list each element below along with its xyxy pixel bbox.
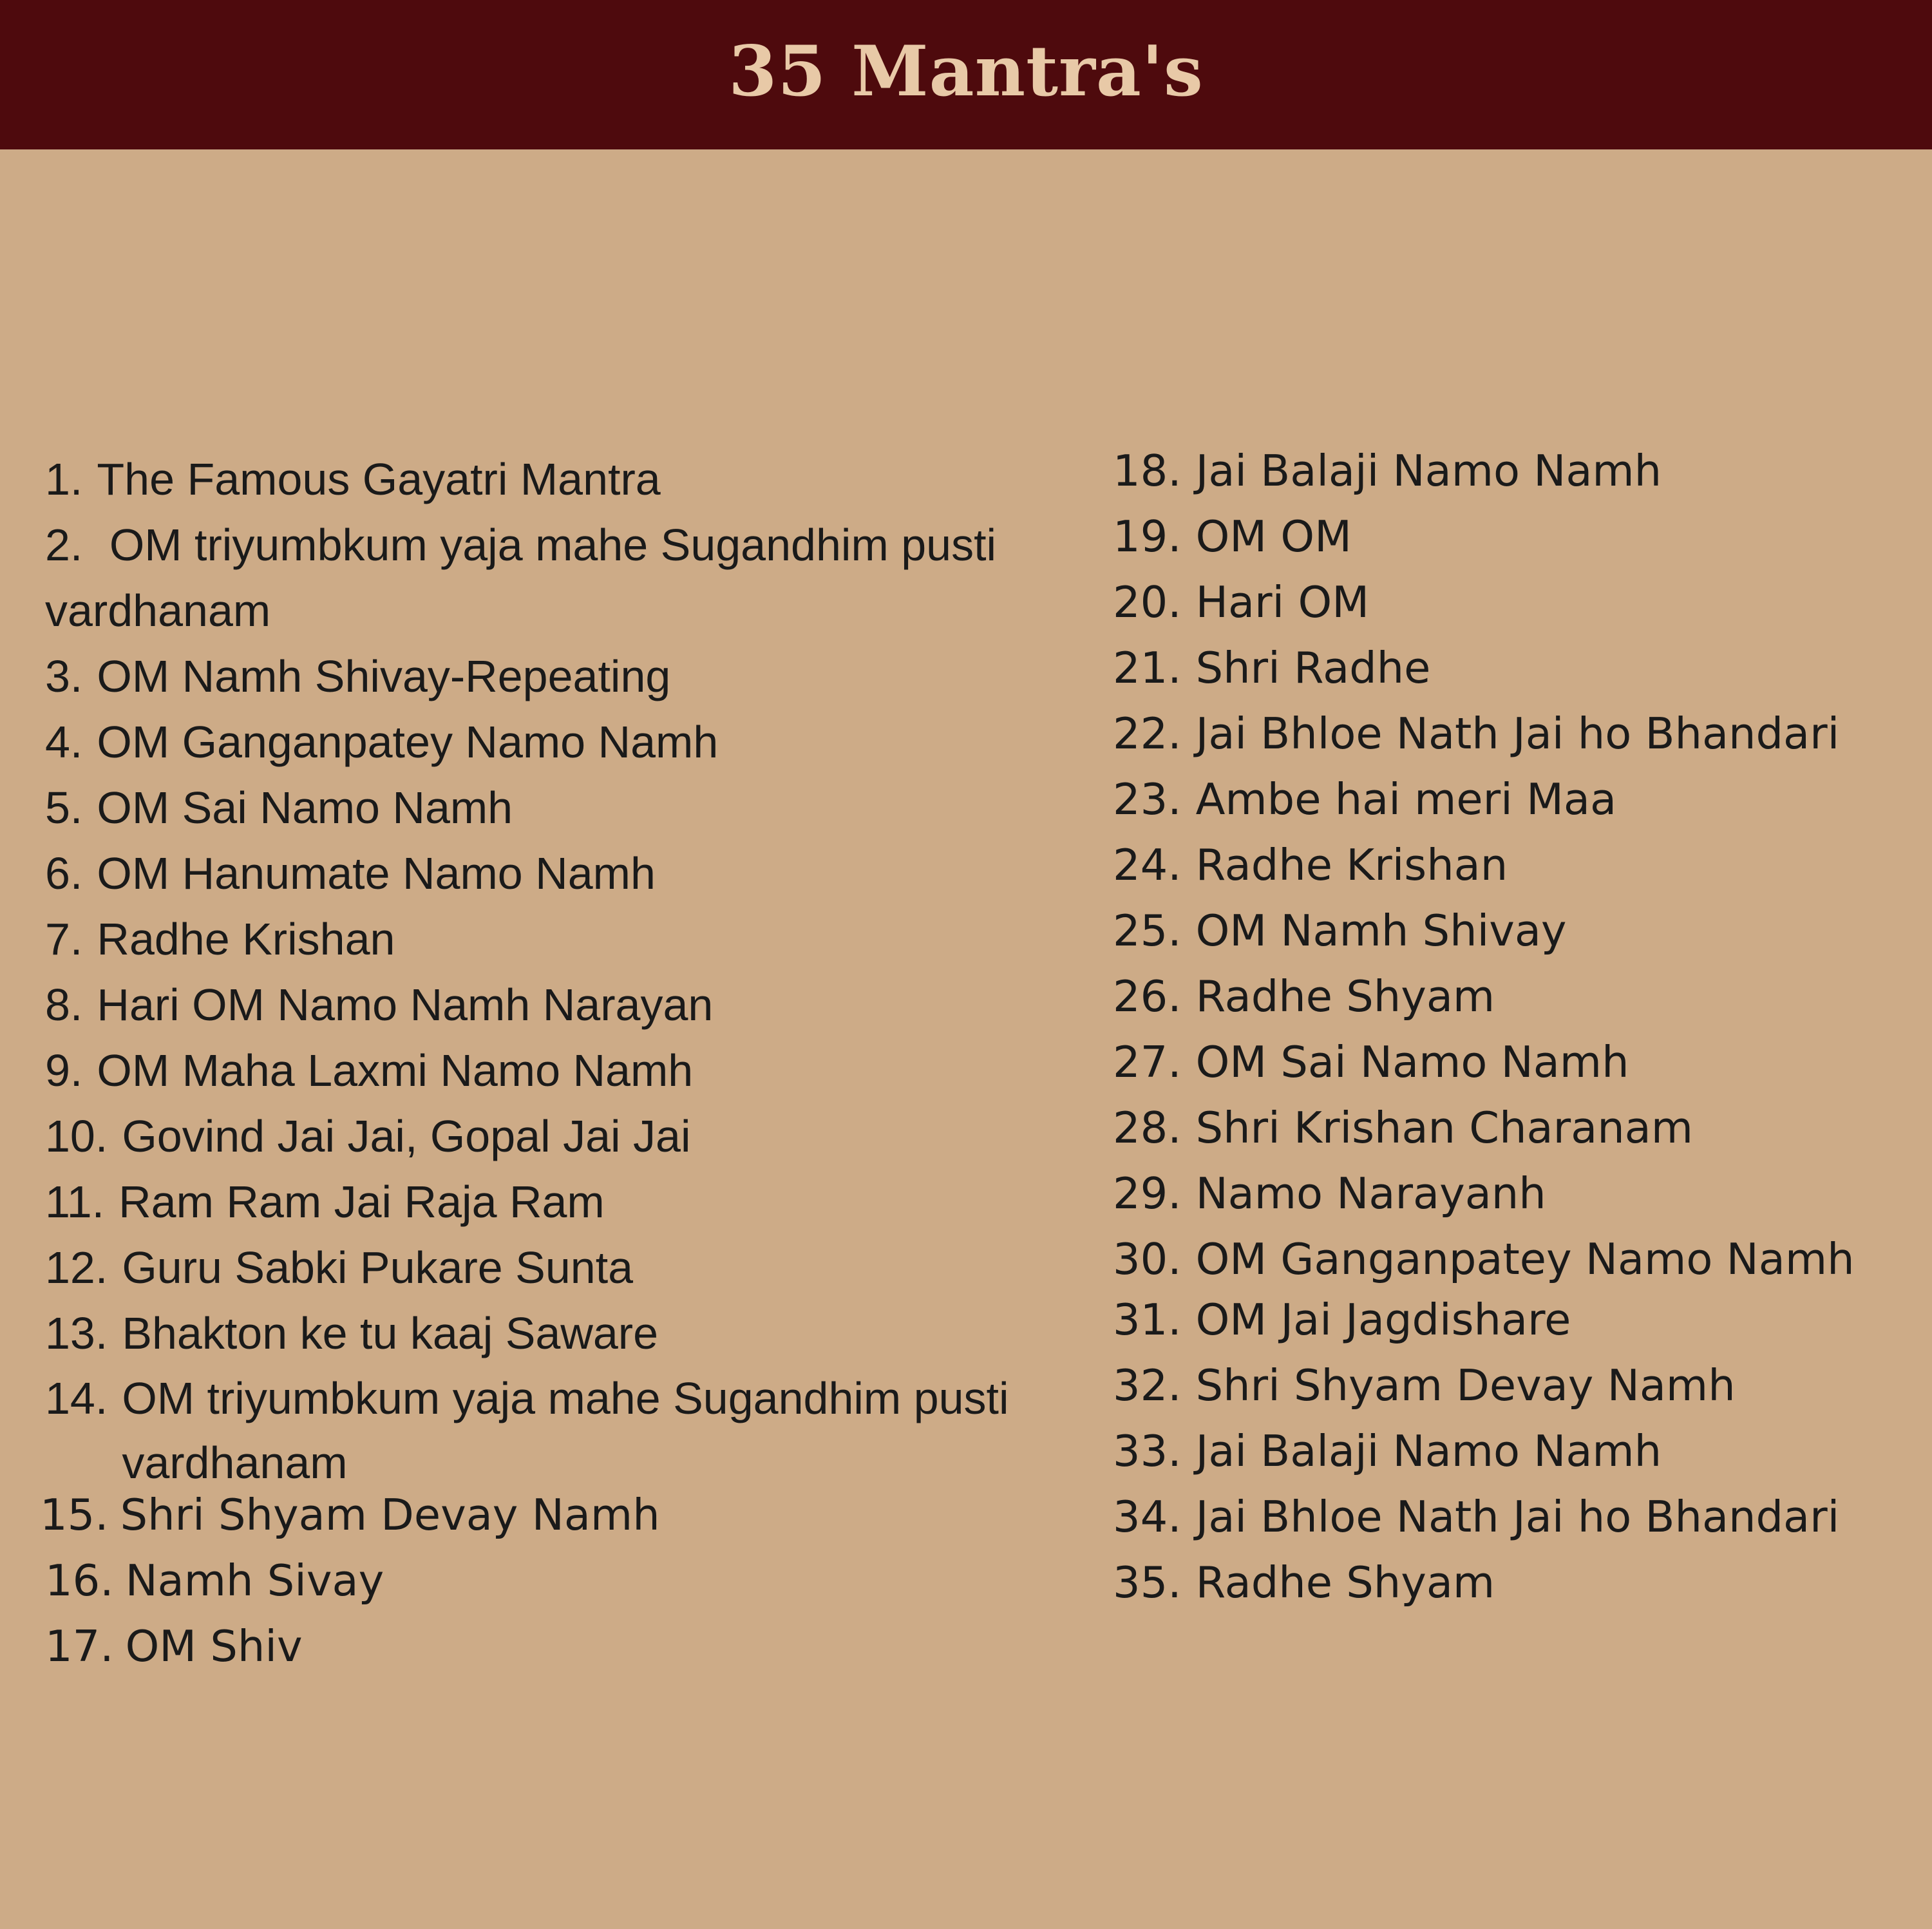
item-text: Guru Sabki Pukare Sunta (122, 1242, 634, 1293)
item-number: 29. (1113, 1168, 1182, 1219)
item-number: 8. (45, 980, 83, 1030)
item-text: Jai Bhloe Nath Jai ho Bhandari (1195, 1492, 1840, 1542)
list-item (1113, 898, 1918, 964)
item-text: Hari OM Namo Namh Narayan (97, 980, 714, 1030)
item-number: 4. (45, 717, 83, 767)
list-item (1113, 635, 1918, 701)
list-item (45, 1103, 1088, 1169)
item-text: Govind Jai Jai, Gopal Jai Jai (122, 1111, 691, 1161)
item-text: Namo Narayanh (1195, 1168, 1546, 1219)
item-number: 16. (45, 1555, 114, 1606)
list-item (45, 906, 1088, 972)
item-number: 25. (1113, 906, 1182, 956)
item-text: Bhakton ke tu kaaj Saware (122, 1308, 659, 1358)
item-text: OM OM (1195, 511, 1352, 562)
item-number: 1. (45, 454, 83, 504)
item-text: OM Jai Jagdishare (1195, 1295, 1571, 1345)
item-number: 35. (1113, 1557, 1182, 1608)
item-number: 20. (1113, 577, 1182, 627)
list-item (1113, 504, 1918, 569)
list-item (1113, 438, 1918, 504)
list-item (45, 972, 1088, 1038)
item-number: 33. (1113, 1426, 1182, 1476)
list-item (1113, 1029, 1918, 1095)
item-text: Shri Krishan Charanam (1195, 1103, 1693, 1153)
item-number: 24. (1113, 840, 1182, 890)
item-text: OM triyumbkum yaja mahe Sugandhim pusti vardhanam (122, 1373, 1009, 1488)
item-number: 32. (1113, 1360, 1182, 1411)
item-text: Shri Shyam Devay Namh (1195, 1360, 1736, 1411)
list-item (45, 446, 1088, 512)
item-number: 15. (40, 1490, 109, 1540)
item-text: OM triyumbkum yaja mahe Sugandhim pusti vardhanam (45, 520, 997, 636)
item-number: 17. (45, 1621, 114, 1671)
list-item (1113, 1550, 1918, 1615)
item-number: 31. (1113, 1295, 1182, 1345)
item-text: Jai Balaji Namo Namh (1195, 446, 1662, 496)
item-text: OM Ganganpatey Namo Namh (97, 717, 719, 767)
list-item (45, 1548, 1088, 1613)
list-item (1113, 1484, 1918, 1550)
item-number: 21. (1113, 643, 1182, 693)
list-item (45, 1169, 1088, 1235)
list-item (1113, 569, 1918, 635)
item-number: 2. (45, 520, 83, 570)
list-item (1113, 832, 1918, 898)
list-item (45, 643, 1088, 709)
item-number: 13. (45, 1308, 108, 1358)
item-number: 12. (45, 1242, 108, 1293)
list-item (1113, 701, 1918, 766)
list-item (45, 1300, 1088, 1366)
list-item (1113, 1161, 1918, 1226)
list-item (1113, 1418, 1918, 1484)
item-number: 7. (45, 914, 83, 964)
item-number: 22. (1113, 708, 1182, 759)
item-text: OM Sai Namo Namh (97, 783, 513, 833)
item-number: 27. (1113, 1037, 1182, 1087)
item-text: Radhe Krishan (97, 914, 395, 964)
item-number: 5. (45, 783, 83, 833)
item-number: 19. (1113, 511, 1182, 562)
mantra-list-right (1113, 438, 1918, 1615)
header-banner (0, 0, 1932, 149)
item-number: 30. (1113, 1234, 1182, 1284)
item-text: OM Shiv (125, 1621, 303, 1671)
item-number: 14. (45, 1373, 108, 1423)
item-text: Radhe Krishan (1195, 840, 1508, 890)
item-text: Radhe Shyam (1195, 971, 1495, 1022)
list-item (45, 1366, 1088, 1495)
item-text: Shri Shyam Devay Namh (120, 1490, 660, 1540)
list-item (45, 709, 1088, 775)
item-text: Radhe Shyam (1195, 1557, 1495, 1608)
item-number: 11. (45, 1177, 105, 1227)
list-item (45, 1613, 1088, 1679)
item-text: OM Maha Laxmi Namo Namh (97, 1045, 694, 1096)
list-item (45, 512, 1088, 643)
item-text: OM Hanumate Namo Namh (97, 848, 656, 898)
item-number: 28. (1113, 1103, 1182, 1153)
item-text: Namh Sivay (125, 1555, 384, 1606)
list-item (1113, 1353, 1918, 1418)
item-number: 34. (1113, 1492, 1182, 1542)
list-item (1113, 1287, 1918, 1353)
item-text: Shri Radhe (1195, 643, 1431, 693)
mantra-list-left-lower (40, 1482, 1088, 1679)
item-text: The Famous Gayatri Mantra (97, 454, 661, 504)
item-text: OM Namh Shivay (1195, 906, 1567, 956)
item-number: 6. (45, 848, 83, 898)
mantra-list-left (40, 446, 1088, 1679)
item-text: Ram Ram Jai Raja Ram (118, 1177, 605, 1227)
item-text: Hari OM (1195, 577, 1370, 627)
item-number: 3. (45, 651, 83, 701)
list-item (45, 1235, 1088, 1300)
list-item (1113, 1226, 1918, 1292)
item-text: Jai Balaji Namo Namh (1195, 1426, 1662, 1476)
list-item (45, 775, 1088, 841)
list-item (45, 1038, 1088, 1103)
item-number: 26. (1113, 971, 1182, 1022)
item-number: 18. (1113, 446, 1182, 496)
item-text: OM Ganganpatey Namo Namh (1195, 1234, 1855, 1284)
list-item (1113, 1095, 1918, 1161)
item-number: 23. (1113, 774, 1182, 824)
list-item (40, 1482, 1088, 1548)
page-title: 35 Mantra's (728, 31, 1204, 112)
list-item (1113, 964, 1918, 1029)
item-number: 9. (45, 1045, 83, 1096)
item-text: OM Namh Shivay-Repeating (97, 651, 671, 701)
item-text: Ambe hai meri Maa (1195, 774, 1617, 824)
item-number: 10. (45, 1111, 108, 1161)
item-text: Jai Bhloe Nath Jai ho Bhandari (1195, 708, 1840, 759)
item-text: OM Sai Namo Namh (1195, 1037, 1629, 1087)
list-item (45, 841, 1088, 906)
list-item (1113, 766, 1918, 832)
